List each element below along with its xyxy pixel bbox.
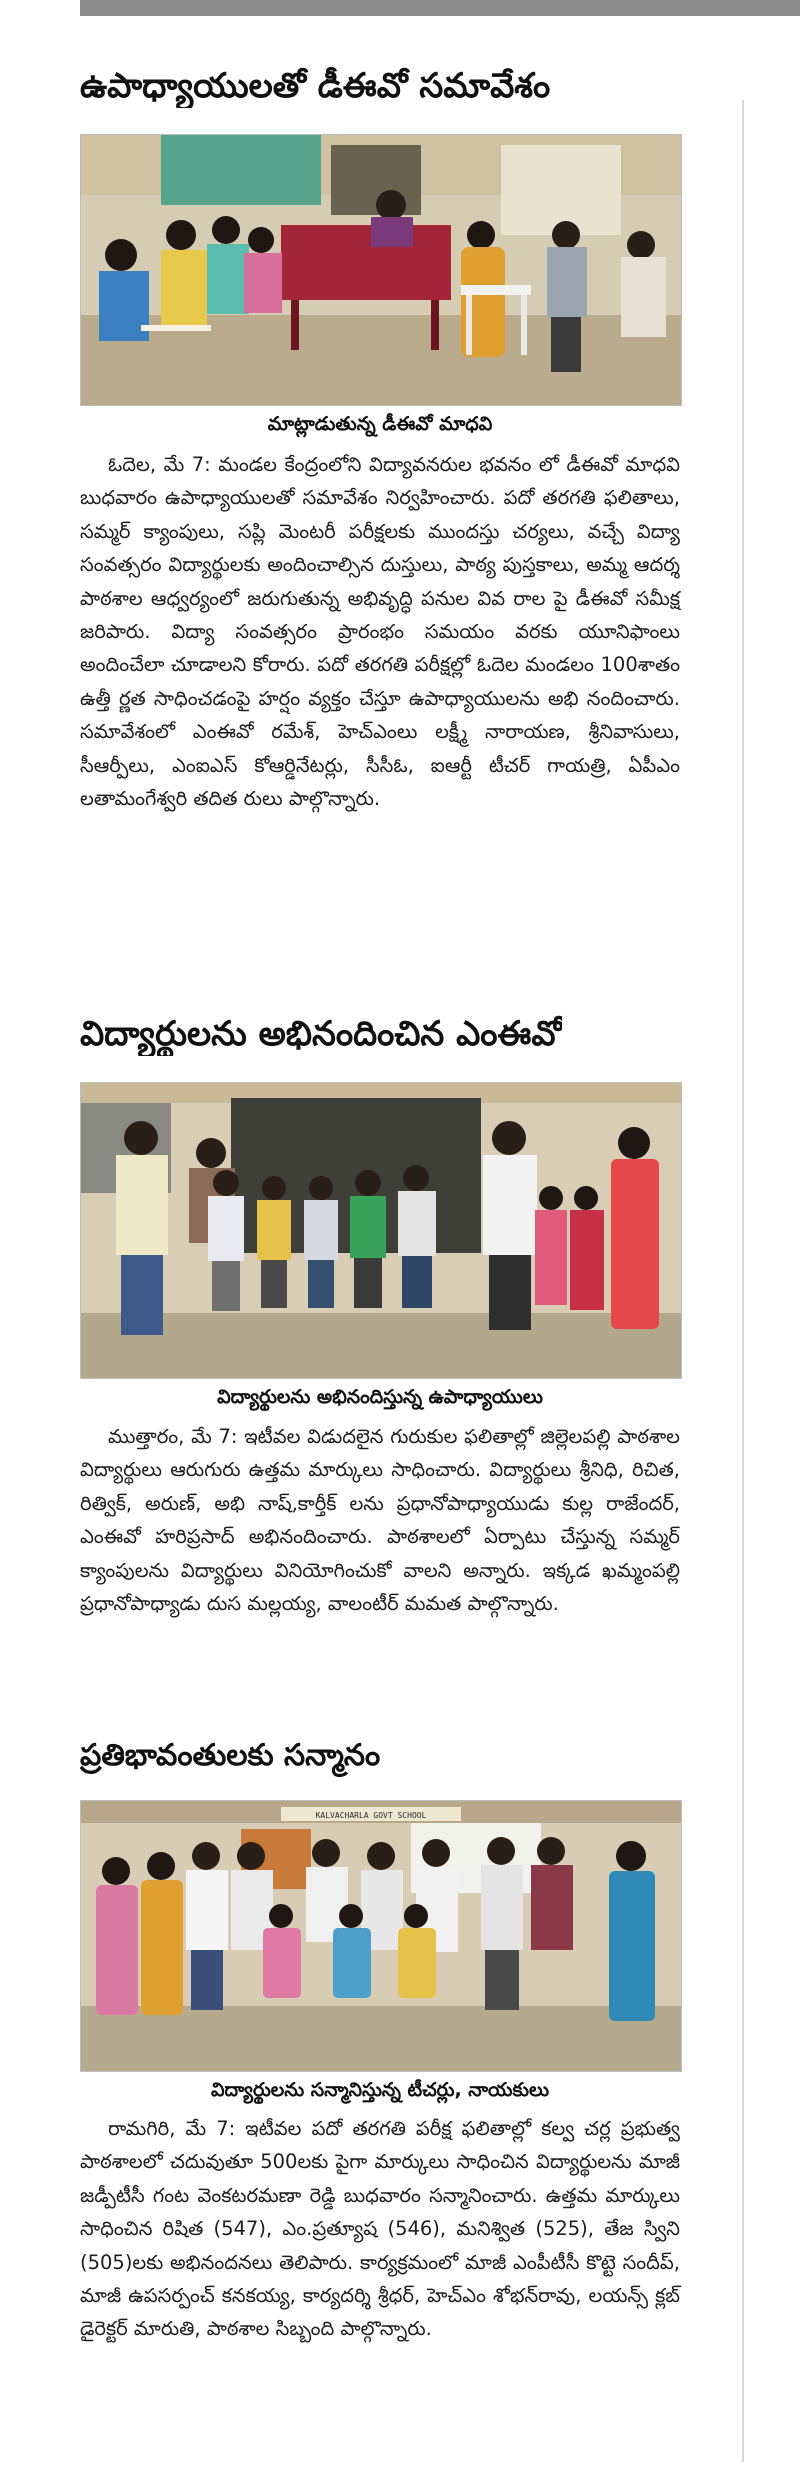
article3-caption: విద్యార్థులను సన్మానిస్తున్న టీచర్లు, నాయకులు (210, 2079, 550, 2101)
article1-caption: మాట్లాడుతున్న డీఈవో మాధవి (267, 413, 493, 435)
article1-paragraph: ఓదెల, మే 7: మండల కేంద్రంలోని విద్యావనరుల భవనం లో డీఈవో మాధవి బుధవారం ఉపాధ్యాయులతో సమావేశం నిర్వహించారు. పదో తరగతి ఫలితాలు, సమ్మర్ క్యాంపులు, సప్లి మెంటరీ పరీక్షలకు ముందస్తు చర్యలు, వచ్చే విద్యా సంవత్సరం విద్యార్థులకు అందించాల్సిన దుస్తులు, పాఠ్య పుస్తకాలు, అమ్మ ఆదర్శ పాఠశాల ఆధ్వర్యంలో జరుగుతున్న అభివృద్ధి పనుల వివ రాల పై డీఈవో సమీక్ష జరిపారు. విద్యా సంవత్సరం ప్రారంభం సమయం వరకు యూనిఫాంలు అందించేలా చూడాలని కోరారు. పదో తరగతి పరీక్షల్లో ఓదెల మండలం 100శాతం ఉత్తీ ర్ణత సాధించడంపై హర్షం వ్యక్తం చేస్తూ ఉపాధ్యాయులను అభి నందించారు. సమావేశంలో ఎంఈవో రమేశ్, హెచ్ఎంలు లక్ష్మీ నారాయణ, శ్రీనివాసులు, సీఆర్పీలు, ఎంఐఎస్ కోఆర్డినేటర్లు, సీసీఓ, ఐఆర్టీ టీచర్ గాయత్రి, ఏపీఎం లతామంగేశ్వరి తదిత రులు పాల్గొన్నారు. (80, 453, 680, 811)
school-sign-text: KALVACHARLA GOVT SCHOOL (315, 1811, 427, 1820)
article2-caption: విద్యార్థులను అభినందిస్తున్న ఉపాధ్యాయులు (217, 1386, 543, 1408)
meeting-photo-illustration (81, 135, 681, 405)
article2-photo (80, 1082, 682, 1379)
students-photo-illustration (81, 1083, 681, 1378)
page-top-bar (80, 0, 800, 16)
article3-photo (80, 1800, 682, 2072)
felicitation-photo-illustration (81, 1801, 681, 2071)
article1-headline: ఉపాధ్యాయులతో డీఈవో సమావేశం (80, 66, 551, 106)
article3-body (80, 2112, 680, 2346)
article2-paragraph: ముత్తారం, మే 7: ఇటీవల విడుదలైన గురుకుల ఫలితాల్లో జిల్లెలపల్లి పాఠశాల విద్యార్థులు ఆరుగురు ఉత్తమ మార్కులు సాధించారు. విద్యార్థులు శ్రీనిధి, రిచిత, రిత్విక్, అరుణ్, అభి నాష్,కార్తీక్ లను ప్రధానోపాధ్యాయుడు కుల్ల రాజేందర్, ఎంఈవో హరిప్రసాద్ అభినందించారు. పాఠశాలలో ఏర్పాటు చేస్తున్న సమ్మర్ క్యాంపులను విద్యార్థులు వినియోగించుకో వాలని అన్నారు. ఇక్కడ ఖమ్మంపల్లి ప్రధానోపాధ్యాడు దుస మల్లయ్య, వాలంటీర్ మమత పాల్గొన్నారు. (80, 1425, 680, 1616)
article2-headline: విద్యార్థులను అభినందించిన ఎంఈవో (80, 1014, 563, 1054)
article1-photo (80, 134, 682, 406)
article1-body (80, 448, 680, 815)
article3-paragraph: రామగిరి, మే 7: ఇటీవల పదో తరగతి పరీక్ష ఫలితాల్లో కల్వ చర్ల ప్రభుత్వ పాఠశాలలో చదువుతూ 500లకు పైగా మార్కులు సాధించిన విద్యార్థులను మాజీ జడ్పీటీసీ గంట వెంకటరమణా రెడ్డి బుధవారం సన్మానించారు. ఉత్తమ మార్కులు సాధించిన రిషిత (547), ఎం.ప్రత్యూష (546), మనిశ్విత (525), తేజ స్విని (505)లకు అభినందనలు తెలిపారు. కార్యక్రమంలో మాజీ ఎంపీటీసీ కొట్టె సందీప్, మాజీ ఉపసర్పంచ్ కనకయ్య, కార్యదర్శి శ్రీధర్, హెచ్ఎం శోభన్‌రావు, లయన్స్ క్లబ్ డైరెక్టర్ మారుతి, పాఠశాల సిబ్బంది పాల్గొన్నారు. (80, 2117, 680, 2341)
column-divider (742, 100, 744, 2462)
article3-headline: ప్రతిభావంతులకు సన్మానం (80, 1738, 381, 1773)
article2-body (80, 1420, 680, 1620)
